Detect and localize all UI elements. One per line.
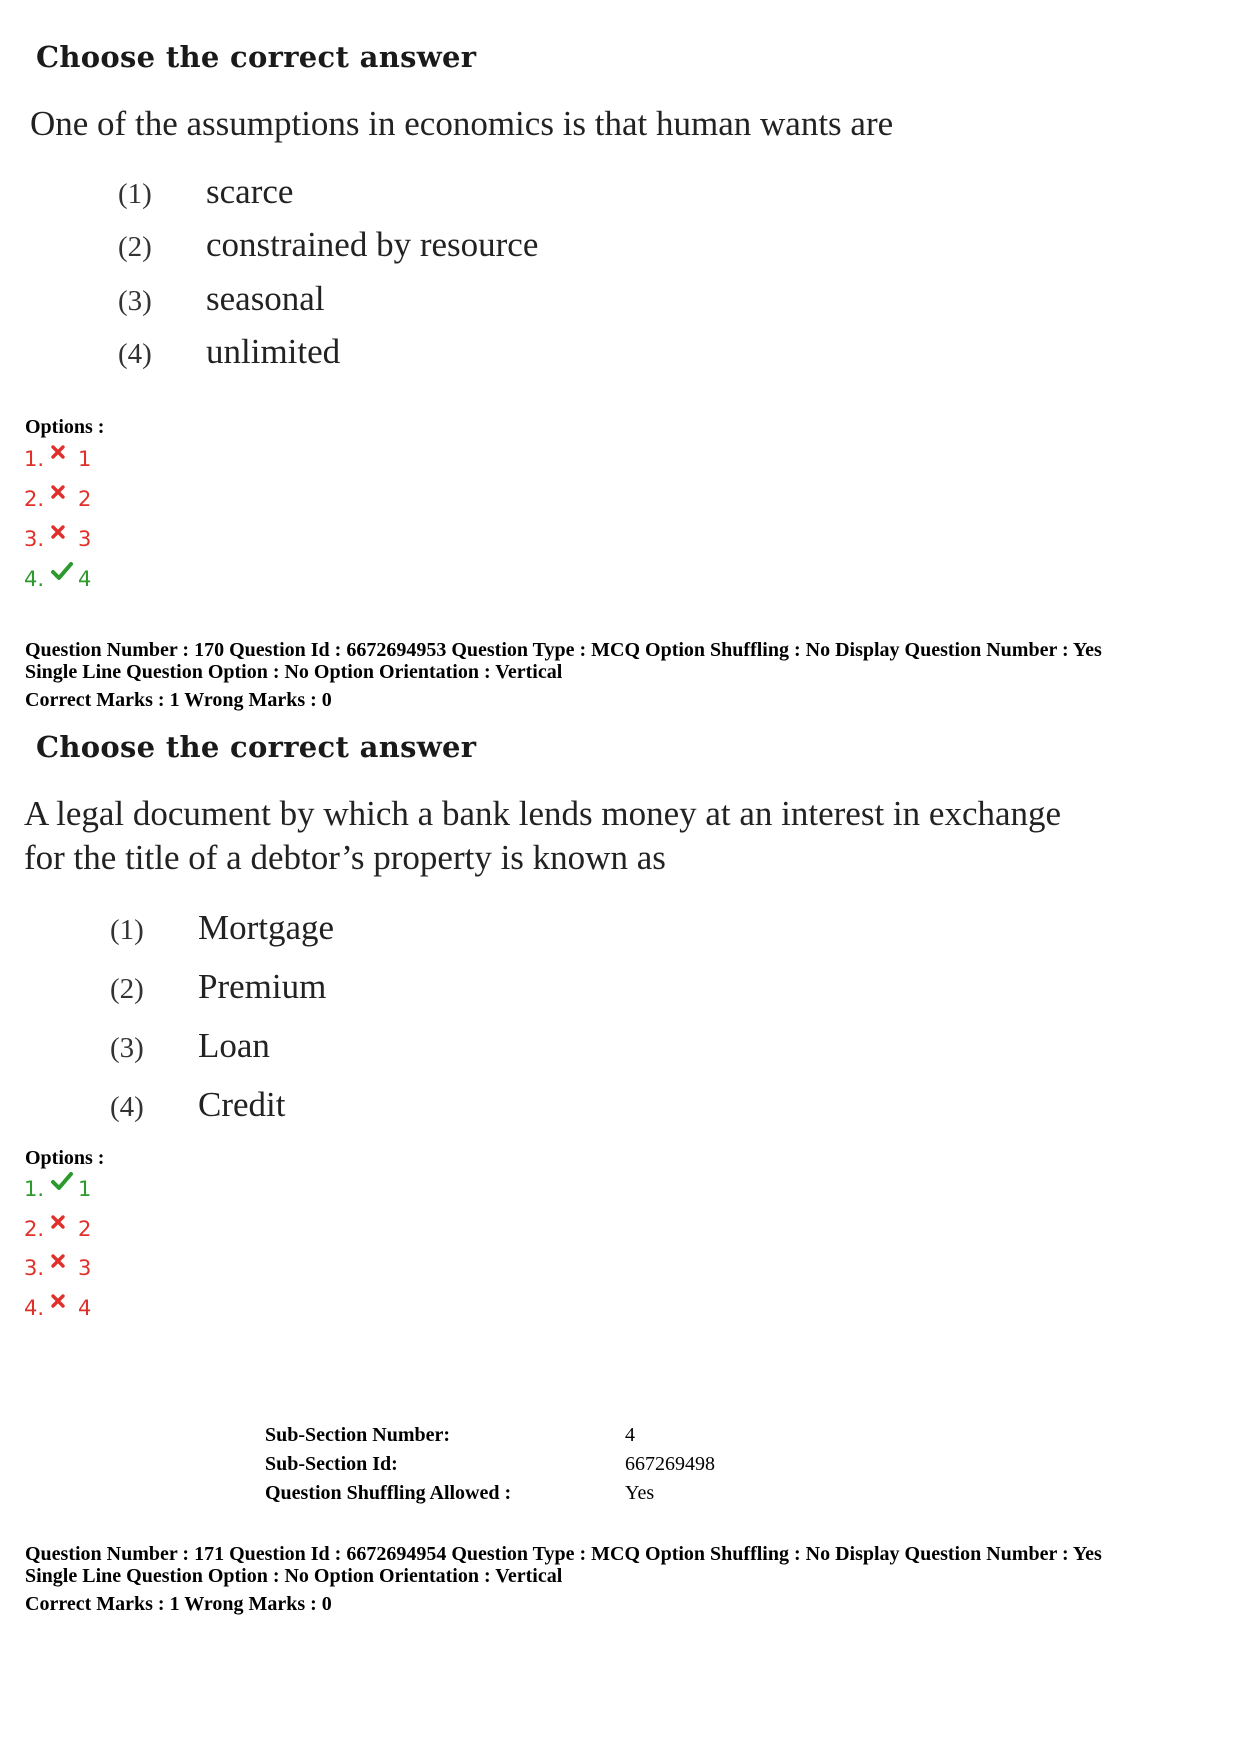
question-meta-line: Question Number : 170 Question Id : 6672694953 Question Type : MCQ Option Shuffling : No Display Question Number : Yes [25,639,1102,661]
choice-number: (2) [110,973,144,1005]
sub-section-value: 4 [625,1424,635,1446]
option-row [24,524,91,554]
options-label: Options : [25,416,105,438]
option-number: 2. [24,1217,45,1241]
choice-number: (3) [110,1032,144,1064]
sub-section-row [265,1453,715,1476]
option-number: 3. [24,527,45,551]
choice-number: (1) [118,178,152,210]
option-row [24,1293,91,1323]
question-meta-line: Single Line Question Option : No Option Orientation : Vertical [25,661,563,683]
question-text: One of the assumptions in economics is that human wants are [30,104,894,143]
option-value: 1 [78,1177,92,1201]
choice-number: (1) [110,914,144,946]
choice-text: Loan [198,1026,270,1065]
cross-icon [50,1250,76,1272]
option-value: 2 [78,1217,92,1241]
choice-text: Mortgage [198,908,335,947]
option-number: 2. [24,487,45,511]
option-value: 4 [78,1296,92,1320]
option-value: 3 [78,527,92,551]
sub-section-row [265,1482,654,1505]
choice-item [118,332,340,372]
choice-text: Credit [198,1085,286,1124]
choice-item [118,225,538,265]
sub-section-row [265,1424,635,1447]
option-number: 4. [24,1296,45,1320]
check-icon [50,561,76,583]
option-row [24,564,91,594]
question-marks: Correct Marks : 1 Wrong Marks : 0 [25,689,332,711]
check-icon [50,1171,76,1193]
choice-number: (2) [118,231,152,263]
question-instruction: Choose the correct answer [36,730,477,764]
choice-number: (3) [118,285,152,317]
choice-text: constrained by resource [206,225,539,264]
choice-text: Premium [198,967,327,1006]
choice-item [110,908,334,948]
cross-icon [50,521,76,543]
option-row [24,1253,91,1283]
option-value: 4 [78,567,92,591]
question-text: A legal document by which a bank lends money at an interest in exchange [24,794,1062,833]
option-row [24,484,91,514]
question-marks: Correct Marks : 1 Wrong Marks : 0 [25,1593,332,1615]
choice-number: (4) [110,1091,144,1123]
choice-text: unlimited [206,332,341,371]
question-instruction: Choose the correct answer [36,40,477,74]
question-text: for the title of a debtor’s property is known as [24,838,666,877]
choice-item [110,967,326,1007]
cross-icon [50,441,76,463]
question-meta-line: Question Number : 171 Question Id : 6672694954 Question Type : MCQ Option Shuffling : No Display Question Number : Yes [25,1543,1102,1565]
choice-number: (4) [118,338,152,370]
choice-item [118,279,325,319]
cross-icon [50,1211,76,1233]
option-value: 3 [78,1256,92,1280]
choice-item [110,1026,270,1066]
cross-icon [50,1290,76,1312]
sub-section-value: Yes [625,1482,655,1504]
sub-section-value: 667269498 [625,1453,715,1475]
option-number: 3. [24,1256,45,1280]
option-number: 4. [24,567,45,591]
choice-item [110,1085,285,1125]
option-number: 1. [24,1177,45,1201]
option-row [24,1214,91,1244]
sub-section-key: Question Shuffling Allowed : [265,1482,512,1504]
cross-icon [50,481,76,503]
choice-text: scarce [206,172,294,211]
options-label: Options : [25,1147,105,1169]
choice-item [118,172,293,212]
option-row [24,1174,91,1204]
sub-section-key: Sub-Section Number: [265,1424,451,1446]
option-value: 1 [78,447,92,471]
question-meta-line: Single Line Question Option : No Option Orientation : Vertical [25,1565,563,1587]
option-value: 2 [78,487,92,511]
option-number: 1. [24,447,45,471]
choice-text: seasonal [206,279,325,318]
sub-section-key: Sub-Section Id: [265,1453,398,1475]
option-row [24,444,91,474]
